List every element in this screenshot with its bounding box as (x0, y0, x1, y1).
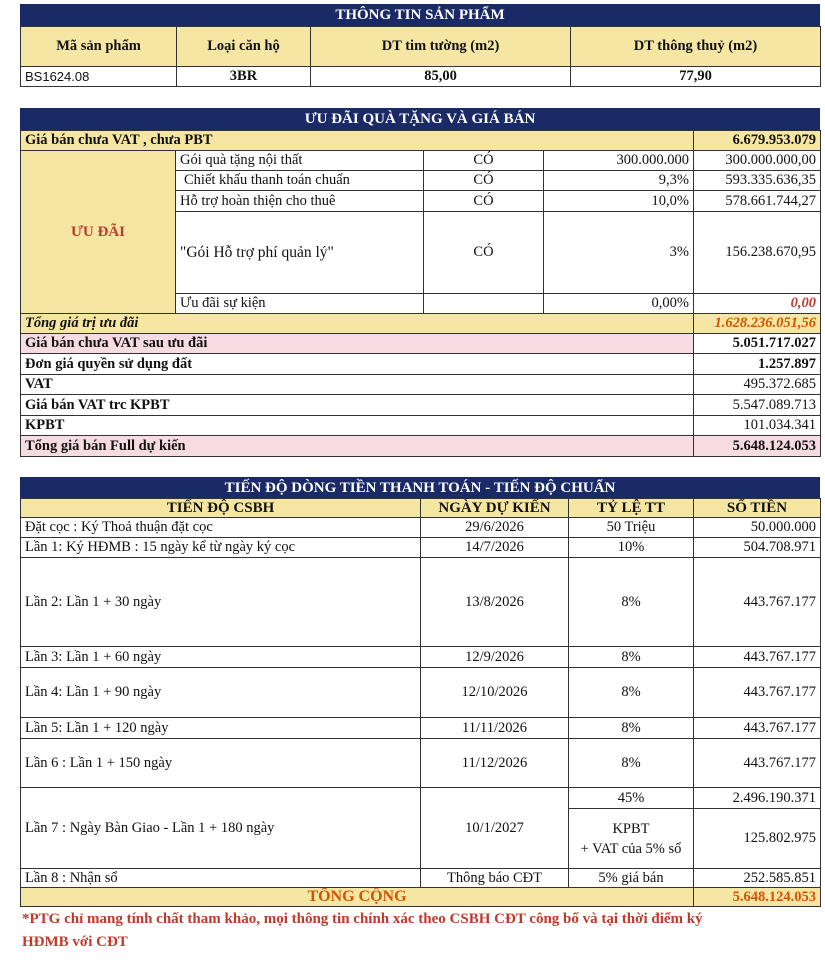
disclaimer-note (22, 908, 822, 954)
schedule-header-date: NGÀY DỰ KIẾN (421, 499, 569, 518)
product-code: BS1624.08 (21, 67, 177, 87)
schedule-section-title: TIẾN ĐỘ DÒNG TIỀN THANH TOÁN - TIẾN ĐỘ CHUẨN (20, 477, 820, 498)
pricing-table (20, 130, 821, 457)
promo-name: Hỗ trợ hoàn thiện cho thuê (176, 191, 424, 212)
disclaimer-line2: HĐMB với CĐT (22, 934, 128, 950)
schedule-step: Lần 8 : Nhận sổ (21, 869, 421, 888)
schedule-amount: 2.496.190.371 (694, 788, 821, 809)
schedule-rate-kpbt (569, 809, 694, 869)
schedule-header-step: TIẾN ĐỘ CSBH (21, 499, 421, 518)
product-table (20, 26, 821, 87)
kpbt-rate-line2: + VAT của 5% sổ (580, 840, 682, 857)
schedule-amount: 443.767.177 (694, 739, 821, 788)
schedule-header-amount: SỐ TIỀN (694, 499, 821, 518)
product-area-wall: 85,00 (311, 67, 571, 87)
product-header-area-wall: DT tim tường (m2) (311, 27, 571, 67)
schedule-date: 29/6/2026 (421, 518, 569, 538)
promo-amount: 156.238.670,95 (694, 212, 821, 294)
promo-status: CÓ (424, 151, 544, 171)
schedule-amount-kpbt: 125.802.975 (694, 809, 821, 869)
schedule-step: Lần 5: Lần 1 + 120 ngày (21, 718, 421, 739)
schedule-rate: 5% giá bán (569, 869, 694, 888)
schedule-amount: 504.708.971 (694, 538, 821, 558)
disclaimer-line1: *PTG chỉ mang tính chất tham khảo, mọi thông tin chính xác theo CSBH CĐT công bố và tại thời điểm ký (22, 911, 703, 927)
promo-amount: 0,00 (694, 294, 821, 314)
product-header-code: Mã sản phẩm (21, 27, 177, 67)
schedule-rate: 10% (569, 538, 694, 558)
schedule-date: 13/8/2026 (421, 558, 569, 647)
schedule-rate: 8% (569, 647, 694, 668)
product-header-area-net: DT thông thuỷ (m2) (571, 27, 821, 67)
kpbt-rate-line1: KPBT (612, 820, 650, 837)
schedule-amount: 443.767.177 (694, 668, 821, 718)
full-price-value: 5.648.124.053 (694, 436, 821, 457)
product-header-type: Loại căn hộ (177, 27, 311, 67)
schedule-date: 12/9/2026 (421, 647, 569, 668)
promo-amount: 578.661.744,27 (694, 191, 821, 212)
schedule-date: 14/7/2026 (421, 538, 569, 558)
schedule-step: Lần 4: Lần 1 + 90 ngày (21, 668, 421, 718)
product-section-title: THÔNG TIN SẢN PHẨM (20, 4, 820, 26)
promo-name: Ưu đãi sự kiện (176, 294, 424, 314)
promo-name: "Gói Hỗ trợ phí quản lý" (176, 212, 424, 294)
pricing-section-title: ƯU ĐÃI QUÀ TẶNG VÀ GIÁ BÁN (20, 108, 820, 130)
after-promo-value: 5.051.717.027 (694, 334, 821, 354)
schedule-date: 10/1/2027 (421, 788, 569, 869)
promo-status: CÓ (424, 171, 544, 191)
promo-group-label: ƯU ĐÃI (21, 151, 176, 314)
schedule-rate: 8% (569, 718, 694, 739)
base-price-value: 6.679.953.079 (694, 131, 821, 151)
total-promo-value: 1.628.236.051,56 (694, 314, 821, 334)
schedule-step: Đặt cọc : Ký Thoả thuận đặt cọc (21, 518, 421, 538)
schedule-step: Lần 1: Ký HĐMB : 15 ngày kể từ ngày ký cọc (21, 538, 421, 558)
kpbt-label: KPBT (21, 416, 694, 436)
base-price-label: Giá bán chưa VAT , chưa PBT (21, 131, 694, 151)
schedule-amount: 443.767.177 (694, 718, 821, 739)
promo-name: Chiết khấu thanh toán chuẩn (176, 171, 424, 191)
schedule-total-label: TỔNG CỘNG (21, 888, 694, 907)
schedule-date: 12/10/2026 (421, 668, 569, 718)
schedule-step: Lần 2: Lần 1 + 30 ngày (21, 558, 421, 647)
schedule-step: Lần 3: Lần 1 + 60 ngày (21, 647, 421, 668)
schedule-date: 11/11/2026 (421, 718, 569, 739)
promo-status: CÓ (424, 212, 544, 294)
total-promo-label: Tổng giá trị ưu đãi (21, 314, 694, 334)
after-promo-label: Giá bán chưa VAT sau ưu đãi (21, 334, 694, 354)
price-vat-label: Giá bán VAT trc KPBT (21, 395, 694, 416)
product-area-net: 77,90 (571, 67, 821, 87)
promo-rate: 0,00% (544, 294, 694, 314)
promo-rate: 300.000.000 (544, 151, 694, 171)
schedule-rate: 8% (569, 739, 694, 788)
schedule-amount: 252.585.851 (694, 869, 821, 888)
promo-amount: 300.000.000,00 (694, 151, 821, 171)
schedule-rate: 8% (569, 558, 694, 647)
promo-amount: 593.335.636,35 (694, 171, 821, 191)
promo-status: CÓ (424, 191, 544, 212)
promo-rate: 9,3% (544, 171, 694, 191)
schedule-step: Lần 7 : Ngày Bàn Giao - Lần 1 + 180 ngày (21, 788, 421, 869)
schedule-amount: 443.767.177 (694, 647, 821, 668)
vat-value: 495.372.685 (694, 375, 821, 395)
schedule-rate: 8% (569, 668, 694, 718)
schedule-total-value: 5.648.124.053 (694, 888, 821, 907)
schedule-step: Lần 6 : Lần 1 + 150 ngày (21, 739, 421, 788)
schedule-amount: 50.000.000 (694, 518, 821, 538)
full-price-label: Tổng giá bán Full dự kiến (21, 436, 694, 457)
schedule-date: 11/12/2026 (421, 739, 569, 788)
promo-rate: 10,0% (544, 191, 694, 212)
land-price-value: 1.257.897 (694, 354, 821, 375)
product-type: 3BR (177, 67, 311, 87)
schedule-table (20, 498, 821, 907)
price-vat-value: 5.547.089.713 (694, 395, 821, 416)
vat-label: VAT (21, 375, 694, 395)
land-price-label: Đơn giá quyền sử dụng đất (21, 354, 694, 375)
schedule-amount: 443.767.177 (694, 558, 821, 647)
promo-name: Gói quà tặng nội thất (176, 151, 424, 171)
promo-rate: 3% (544, 212, 694, 294)
schedule-rate: 50 Triệu (569, 518, 694, 538)
promo-status (424, 294, 544, 314)
kpbt-value: 101.034.341 (694, 416, 821, 436)
schedule-header-rate: TỶ LỆ TT (569, 499, 694, 518)
schedule-rate: 45% (569, 788, 694, 809)
schedule-date: Thông báo CĐT (421, 869, 569, 888)
